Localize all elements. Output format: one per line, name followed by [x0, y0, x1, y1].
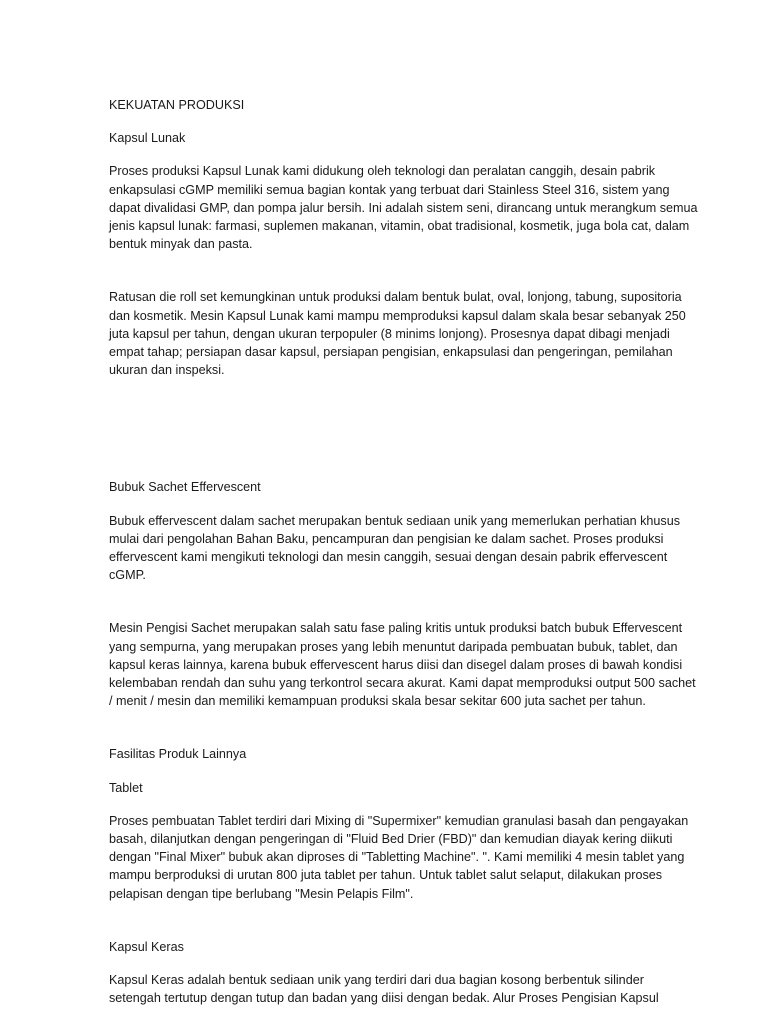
spacer: [109, 599, 699, 619]
section-heading-kapsul-lunak: Kapsul Lunak: [109, 131, 186, 146]
spacer: [109, 918, 699, 938]
section-heading-fasilitas: Fasilitas Produk Lainnya: [109, 747, 247, 762]
section-heading-kapsul-keras: Kapsul Keras: [109, 939, 184, 954]
paragraph-kapsul-keras: Kapsul Keras adalah bentuk sediaan unik yang terdiri dari dua bagian kosong berbentuk silinder setengah tertutup dengan tutup dan badan yang diisi dengan bedak. Alur Proses Pengisian Kapsul: [109, 973, 659, 1006]
paragraph-kapsul-lunak-2: Ratusan die roll set kemungkinan untuk produksi dalam bentuk bulat, oval, lonjong, tabung, supositoria dan kosmetik. Mesin Kapsul Lunak kami mampu memproduksi kapsul dalam skala besar sebanyak 250 juta kapsul per tahun, dengan ukuran terpopuler (8 minims lonjong). Prosesnya dapat dibagi menjadi empat tahap; persiapan dasar kapsul, persiapan pengisian, enkapsulasi dan pengeringan, pemilahan ukuran dan inspeksi.: [109, 290, 686, 378]
paragraph-tablet: Proses pembuatan Tablet terdiri dari Mixing di "Supermixer" kemudian granulasi basah dan pengayakan basah, dilanjutkan dengan pengeringan di "Fluid Bed Drier (FBD)" dan kemudian diayak kering diikuti dengan "Final Mixer" bubuk akan diproses di "Tabletting Machine". ". Kami memiliki 4 mesin tablet yang mampu berproduksi di urutan 800 juta tablet per tahun. Untuk tablet salut selaput, dilakukan proses pelapisan dengan tipe berlubang "Mesin Pelapis Film".: [109, 813, 689, 901]
spacer: [109, 268, 699, 288]
section-heading-bubuk-sachet: Bubuk Sachet Effervescent: [109, 480, 261, 495]
spacer: [109, 394, 699, 478]
paragraph-bubuk-sachet-2: Mesin Pengisi Sachet merupakan salah satu fase paling kritis untuk produksi batch bubuk Effervescent yang sempurna, yang merupakan proses yang lebih menuntut daripada pembuatan bubuk, tablet, dan kapsul keras lainnya, karena bubuk effervescent harus diisi dan disegel dalam proses di bawah kondisi kelembaban rendah dan suhu yang terkontrol secara akurat. Kami dapat memproduksi output 500 sachet / menit / mesin dan memiliki kemampuan produksi skala besar sekitar 600 juta sachet per tahun.: [109, 621, 696, 709]
document-body: [109, 96, 699, 1023]
document-title: KEKUATAN PRODUKSI: [109, 98, 245, 112]
paragraph-kapsul-lunak-1: Proses produksi Kapsul Lunak kami didukung oleh teknologi dan peralatan canggih, desain pabrik enkapsulasi cGMP memiliki semua bagian kontak yang terbuat dari Stainless Steel 316, sistem yang dapat divalidasi GMP, dan pompa jalur bersih. Ini adalah sistem seni, dirancang untuk merangkum semua jenis kapsul lunak: farmasi, suplemen makanan, vitamin, obat tradisional, kosmetik, juga bola cat, dalam bentuk minyak dan pasta.: [109, 164, 698, 252]
subheading-tablet: Tablet: [109, 780, 143, 795]
spacer: [109, 725, 699, 745]
paragraph-bubuk-sachet-1: Bubuk effervescent dalam sachet merupakan bentuk sediaan unik yang memerlukan perhatian khusus mulai dari pengolahan Bahan Baku, pencampuran dan pengisian ke dalam sachet. Proses produksi effervescent kami mengikuti teknologi dan mesin canggih, sesuai dengan desain pabrik effervescent cGMP.: [109, 513, 681, 583]
